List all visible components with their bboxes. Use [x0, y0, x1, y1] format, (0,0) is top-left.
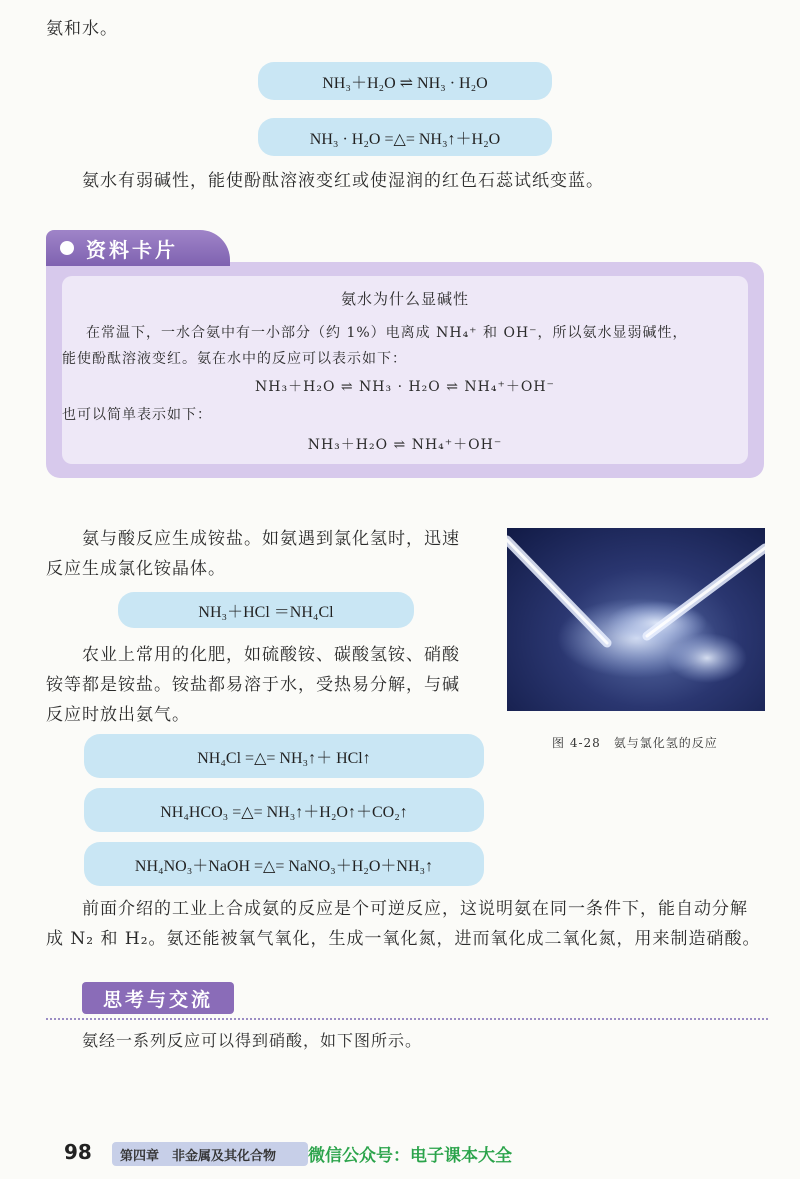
footer-chapter: 第四章 非金属及其化合物	[120, 1149, 277, 1164]
equation-nh4hco3-decompose: NH₄HCO₃ =△= NH₃↑＋H₂O↑＋CO₂↑	[84, 788, 484, 832]
info-card-tab-label: 资料卡片	[86, 237, 178, 262]
para-reversible-line2: 成 N₂ 和 H₂。氨还能被氧气氧化，生成一氧化氮，进而氧化成二氧化氮，用来制造硝酸。	[46, 929, 761, 949]
info-card-tab	[46, 230, 230, 266]
info-card-line1: 在常温下，一水合氨中有一小部分（约 1%）电离成 NH₄⁺ 和 OH⁻，所以氨水显弱碱性，	[86, 325, 688, 341]
para-fertilizer-line2: 铵等都是铵盐。铵盐都易溶于水，受热易分解，与碱	[46, 675, 460, 695]
equation-nh4cl-formation: NH₃＋HCl ＝NH₄Cl	[118, 592, 414, 628]
para-ammonium-line2: 反应生成氯化铵晶体。	[46, 559, 226, 579]
para-ammonium-line1: 氨与酸反应生成铵盐。如氨遇到氯化氢时，迅速	[82, 529, 460, 549]
glass-rods-smoke-illustration	[507, 528, 765, 711]
equation-ammonia-water: NH₃＋H₂O ⇌ NH₃ · H₂O	[258, 62, 552, 100]
dotted-divider	[46, 1018, 768, 1020]
para-weak-base: 氨水有弱碱性，能使酚酞溶液变红或使湿润的红色石蕊试纸变蓝。	[82, 171, 604, 191]
bullet-dot-icon	[60, 241, 74, 255]
watermark-text: 微信公众号：电子课本大全	[308, 1146, 512, 1166]
equation-nh4no3-naoh: NH₄NO₃＋NaOH =△= NaNO₃＋H₂O＋NH₃↑	[84, 842, 484, 886]
figure-caption: 图 4-28 氨与氯化氢的反应	[552, 736, 718, 750]
think-discuss-text: 氨经一系列反应可以得到硝酸，如下图所示。	[82, 1031, 423, 1050]
equation-ammonia-hydrate-decompose: NH₃ · H₂O =△= NH₃↑＋H₂O	[258, 118, 552, 156]
para-fertilizer-line1: 农业上常用的化肥，如硫酸铵、碳酸氢铵、硝酸	[82, 645, 460, 665]
figure-photo-ammonia-hcl	[507, 528, 765, 711]
info-card-equation1: NH₃＋H₂O ⇌ NH₃ · H₂O ⇌ NH₄⁺＋OH⁻	[255, 379, 555, 395]
equation-nh4cl-decompose: NH₄Cl =△= NH₃↑＋ HCl↑	[84, 734, 484, 778]
para-reversible-line1: 前面介绍的工业上合成氨的反应是个可逆反应，这说明氨在同一条件下，能自动分解	[82, 899, 748, 919]
info-card-line3: 也可以简单表示如下：	[62, 407, 212, 423]
info-card-title: 氨水为什么显碱性	[340, 290, 469, 308]
think-discuss-label: 思考与交流	[82, 982, 234, 1014]
para-fertilizer-line3: 反应时放出氨气。	[46, 705, 190, 725]
intro-fragment: 氨和水。	[46, 19, 118, 39]
info-card-body	[62, 276, 748, 464]
page-number: 98	[64, 1140, 92, 1164]
info-card-equation2: NH₃＋H₂O ⇌ NH₄⁺＋OH⁻	[307, 437, 503, 453]
info-card-line2: 能使酚酞溶液变红。氨在水中的反应可以表示如下：	[62, 351, 407, 367]
